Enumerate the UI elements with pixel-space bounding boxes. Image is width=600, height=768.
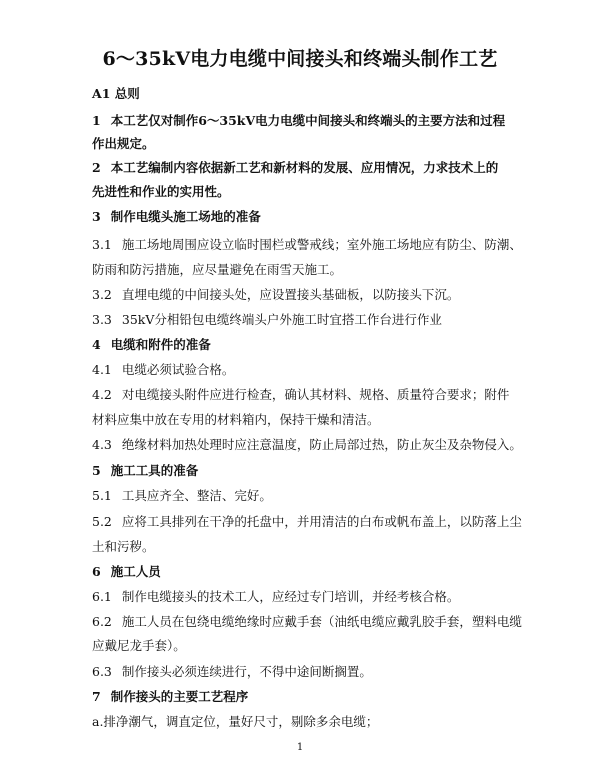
clause-text: 直埋电缆的中间接头处，应设置接头基础板，以防接头下沉。 — [121, 287, 460, 302]
section-a1-heading: A1 总则 — [92, 86, 140, 101]
section-3-heading — [92, 209, 522, 225]
clause-4-2-line-1 — [92, 387, 522, 403]
clause-number: 6.1 — [92, 589, 112, 604]
clause-text: 制作电缆接头的技术工人，应经过专门培训，并经考核合格。 — [121, 589, 460, 604]
clause-5-1 — [92, 488, 522, 504]
clause-number: 5.1 — [92, 488, 112, 503]
clause-number: 6.3 — [92, 664, 112, 679]
section-number: 5 — [92, 463, 101, 478]
clause-text: 对电缆接头附件应进行检查，确认其材料、规格、质量符合要求；附件 — [121, 387, 510, 402]
section-5-heading — [92, 463, 522, 479]
clause-1-line-2: 作出规定。 — [92, 136, 155, 151]
section-number: 3 — [92, 209, 101, 224]
clause-number: 4.3 — [92, 437, 112, 452]
section-6-heading — [92, 564, 522, 580]
clause-5-2-line-2: 土和污秽。 — [92, 539, 155, 554]
section-title: 施工工具的准备 — [110, 463, 199, 478]
clause-text: 施工人员在包绕电缆绝缘时应戴手套（油纸电缆应戴乳胶手套，塑料电缆 — [121, 614, 522, 629]
clause-3-1-line-2: 防雨和防污措施，应尽量避免在雨雪天施工。 — [92, 262, 343, 277]
clause-4-2-line-2: 材料应集中放在专用的材料箱内，保持干燥和清洁。 — [92, 412, 380, 427]
clause-3-1-line-1 — [92, 237, 522, 253]
clause-7-a: a.排净潮气，调直定位，量好尺寸，剔除多余电缆； — [92, 714, 379, 729]
clause-number: 2 — [92, 160, 101, 175]
document-title: 6～35kV电力电缆中间接头和终端头制作工艺 — [102, 48, 498, 70]
section-number: 6 — [92, 564, 101, 579]
clause-6-1 — [92, 589, 522, 605]
section-4-heading — [92, 337, 522, 353]
clause-number: 4.1 — [92, 362, 112, 377]
clause-text: 本工艺仅对制作6～35kV电力电缆中间接头和终端头的主要方法和过程 — [110, 113, 506, 128]
clause-text: 施工场地周围应设立临时围栏或警戒线；室外施工场地应有防尘、防潮、 — [121, 237, 522, 252]
clause-4-1 — [92, 362, 522, 378]
clause-number: 6.2 — [92, 614, 112, 629]
clause-number: 3.1 — [92, 237, 112, 252]
clause-text: 绝缘材料加热处理时应注意温度，防止局部过热，防止灰尘及杂物侵入。 — [121, 437, 522, 452]
clause-2-line-1 — [92, 160, 522, 176]
section-title: 制作接头的主要工艺程序 — [110, 689, 249, 704]
clause-number: 1 — [92, 113, 101, 128]
clause-6-2-line-1 — [92, 614, 522, 630]
clause-number: 3.3 — [92, 312, 112, 327]
clause-text: 本工艺编制内容依据新工艺和新材料的发展、应用情况，力求技术上的 — [110, 160, 499, 175]
clause-text: 应将工具排列在干净的托盘中，并用清洁的白布或帆布盖上，以防落上尘 — [121, 514, 522, 529]
clause-5-2-line-1 — [92, 514, 522, 530]
clause-text: 工具应齐全、整洁、完好。 — [121, 488, 272, 503]
page-number: 1 — [296, 742, 304, 753]
clause-3-2 — [92, 287, 522, 303]
clause-4-3 — [92, 437, 522, 453]
section-title: 电缆和附件的准备 — [110, 337, 211, 352]
clause-6-2-line-2: 应戴尼龙手套）。 — [92, 638, 186, 653]
clause-1-line-1 — [92, 113, 522, 129]
clause-text: 电缆必须试验合格。 — [121, 362, 235, 377]
section-number: 4 — [92, 337, 101, 352]
clause-2-line-2: 先进性和作业的实用性。 — [92, 184, 230, 199]
section-number: 7 — [92, 689, 101, 704]
section-title: 制作电缆头施工场地的准备 — [110, 209, 261, 224]
clause-text: 35kV分相铅包电缆终端头户外施工时宜搭工作台进行作业 — [121, 312, 442, 327]
section-title: 施工人员 — [110, 564, 161, 579]
clause-number: 3.2 — [92, 287, 112, 302]
clause-number: 4.2 — [92, 387, 112, 402]
section-7-heading — [92, 689, 522, 705]
clause-text: 制作接头必须连续进行，不得中途间断搁置。 — [121, 664, 372, 679]
clause-6-3 — [92, 664, 522, 680]
clause-number: 5.2 — [92, 514, 112, 529]
clause-3-3 — [92, 312, 522, 328]
